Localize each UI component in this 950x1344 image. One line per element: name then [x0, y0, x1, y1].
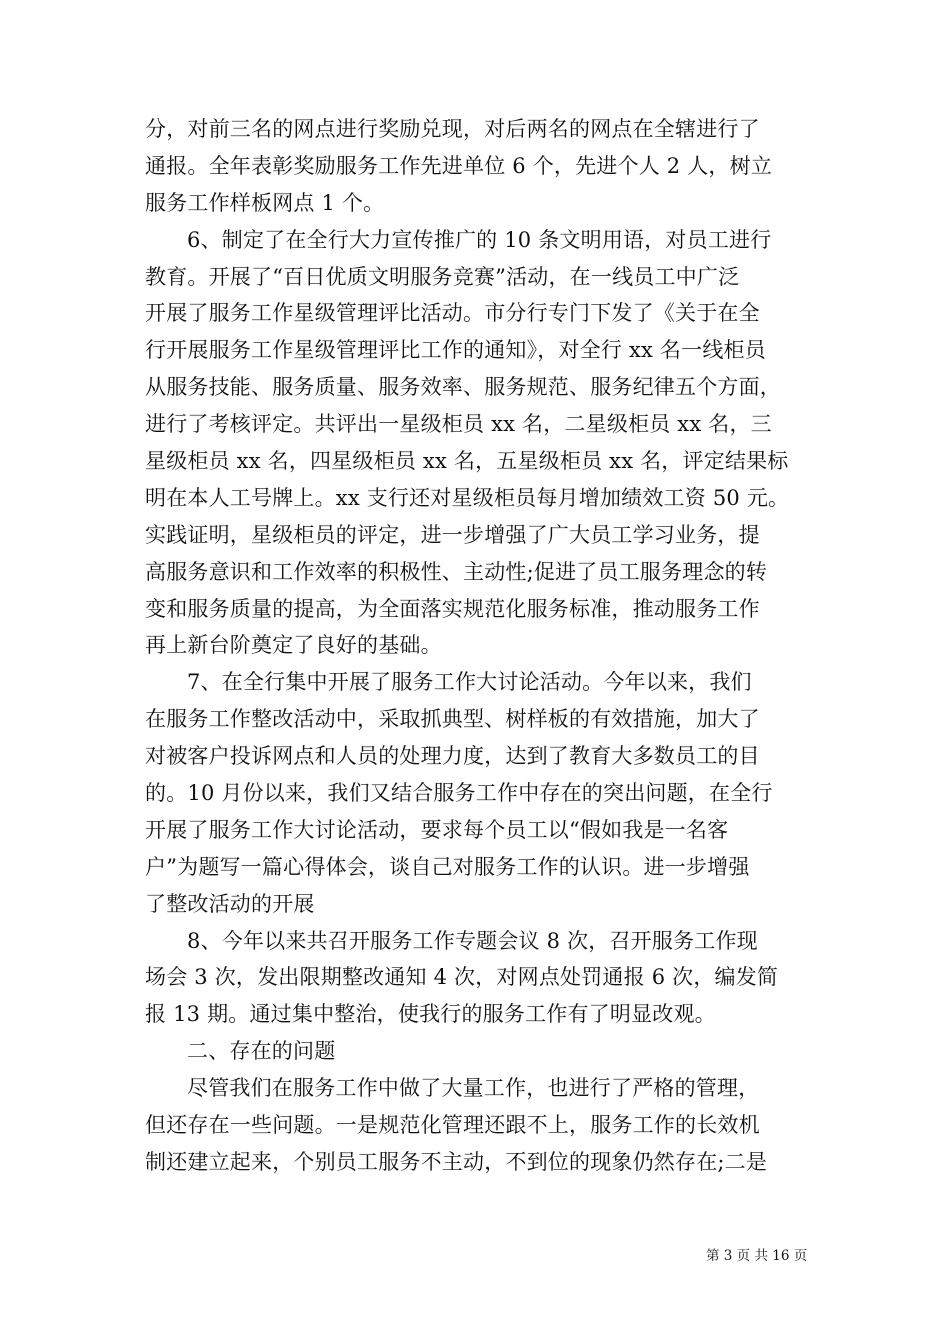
text-line: 户”为题写一篇心得体会，谈自己对服务工作的认识。进一步增强 — [145, 854, 750, 879]
text-line: 二、存在的问题 — [187, 1039, 336, 1064]
text-line: 报 13 期。通过集中整治，使我行的服务工作有了明显改观。 — [145, 1002, 716, 1027]
text-line: 高服务意识和工作效率的积极性、主动性;促进了员工服务理念的转 — [145, 559, 768, 584]
text-line: 但还存在一些问题。一是规范化管理还跟不上，服务工作的长效机 — [145, 1113, 760, 1138]
text-line: 服务工作样板网点 1 个。 — [145, 190, 385, 215]
text-line: 从服务技能、服务质量、服务效率、服务规范、服务纪律五个方面， — [145, 375, 781, 400]
text-line: 分，对前三名的网点进行奖励兑现，对后两名的网点在全辖进行了 — [145, 117, 760, 141]
text-line: 通报。全年表彰奖励服务工作先进单位 6 个，先进个人 2 人，树立 — [145, 153, 773, 178]
text-line: 再上新台阶奠定了良好的基础。 — [145, 633, 442, 658]
text-line: 对被客户投诉网点和人员的处理力度，达到了教育大多数员工的目 — [145, 744, 760, 769]
text-line: 开展了服务工作大讨论活动，要求每个员工以“假如我是一名客 — [145, 817, 729, 842]
text-line: 制还建立起来，个别员工服务不主动，不到位的现象仍然存在;二是 — [145, 1149, 768, 1174]
text-line: 开展了服务工作星级管理评比活动。市分行专门下发了《关于在全 — [145, 301, 760, 326]
text-line: 变和服务质量的提高，为全面落实规范化服务标准，推动服务工作 — [145, 596, 760, 621]
text-line: 尽管我们在服务工作中做了大量工作，也进行了严格的管理， — [187, 1076, 760, 1101]
document-body — [145, 111, 815, 1181]
text-line: 行开展服务工作星级管理评比工作的通知》，对全行 xx 名一线柜员 — [145, 338, 766, 363]
text-line: 8、今年以来共召开服务工作专题会议 8 次，召开服务工作现 — [187, 928, 758, 953]
text-line: 场会 3 次，发出限期整改通知 4 次，对网点处罚通报 6 次，编发简 — [145, 965, 779, 990]
text-line: 进行了考核评定。共评出一星级柜员 xx 名，二星级柜员 xx 名，三 — [145, 412, 772, 437]
text-line: 7、在全行集中开展了服务工作大讨论活动。今年以来，我们 — [187, 670, 752, 695]
text-line: 教育。开展了“百日优质文明服务竞赛”活动，在一线员工中广泛 — [145, 264, 740, 289]
text-line: 6、制定了在全行大力宣传推广的 10 条文明用语，对员工进行 — [187, 227, 772, 252]
text-line: 实践证明，星级柜员的评定，进一步增强了广大员工学习业务，提 — [145, 522, 760, 547]
text-line: 星级柜员 xx 名，四星级柜员 xx 名，五星级柜员 xx 名，评定结果标 — [145, 449, 789, 474]
text-line: 的。10 月份以来，我们又结合服务工作中存在的突出问题，在全行 — [145, 781, 773, 806]
page-number: 第 3 页 共 16 页 — [706, 1248, 808, 1264]
text-line: 在服务工作整改活动中，采取抓典型、树样板的有效措施，加大了 — [145, 707, 760, 732]
text-line: 明在本人工号牌上。xx 支行还对星级柜员每月增加绩效工资 50 元。 — [145, 485, 790, 510]
text-line: 了整改活动的开展 — [145, 891, 315, 916]
